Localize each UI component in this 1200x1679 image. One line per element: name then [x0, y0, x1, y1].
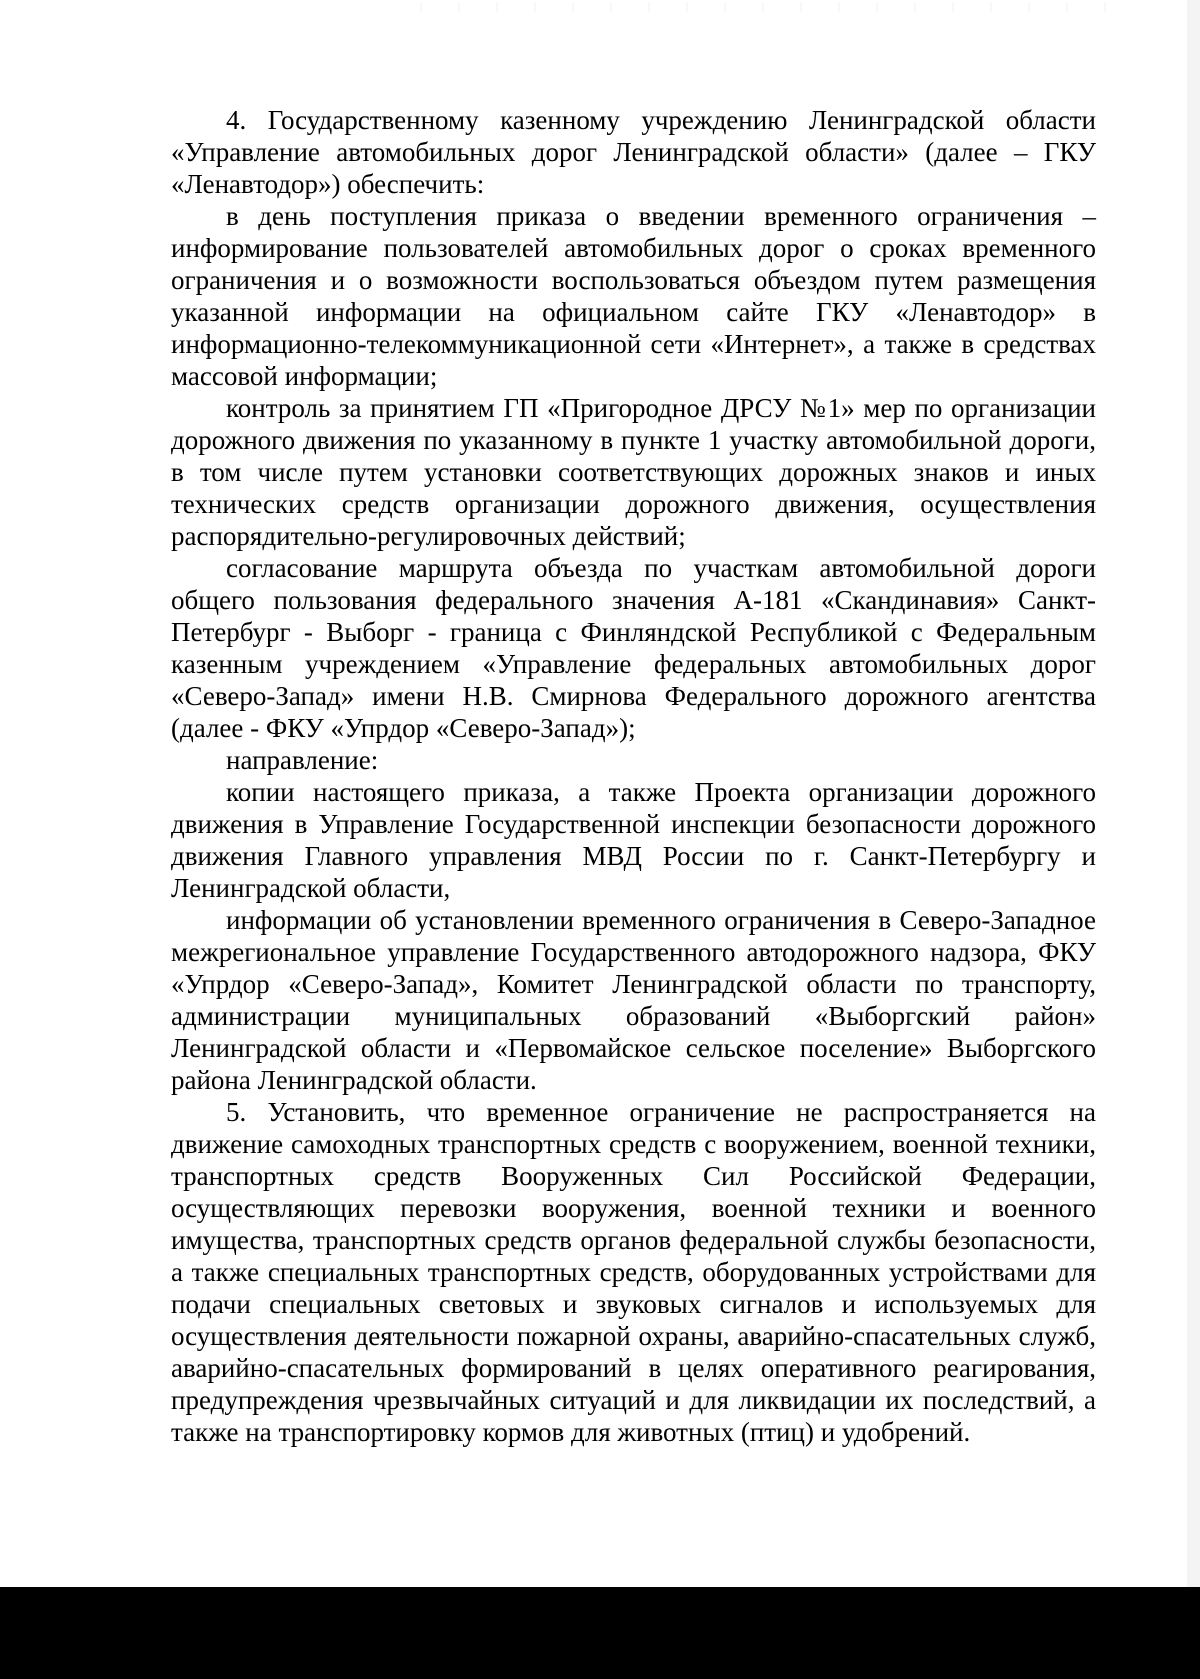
paragraph-route-agreement: согласование маршрута объезда по участкам автомобильной дороги общего пользования федерального значения А-181 «Скандинавия» Санкт-Петербург - Выборг - граница с Финляндской Республикой с Федеральным казенным учреждением «Управление федеральных автомобильных дорог «Северо-Запад» имени Н.В. Смирнова Федерального дорожного агентства (далее - ФКУ «Упрдор «Северо-Запад»);	[171, 553, 1096, 743]
paragraph-control: контроль за принятием ГП «Пригородное ДРСУ №1» мер по организации дорожного движения по указанному в пункте 1 участку автомобильной дороги, в том числе путем установки соответствующих дорожных знаков и иных технических средств организации дорожного движения, осуществления распорядительно-регулировочных действий;	[171, 393, 1096, 551]
paragraph-notification: информации об установлении временного ограничения в Северо-Западное межрегиональное управление Государственного автодорожного надзора, ФКУ «Упрдор «Северо-Запад», Комитет Ленинградской области по транспорту, администрации муниципальных образований «Выборгский район» Ленинградской области и «Первомайское сельское поселение» Выборгского района Ленинградской области.	[171, 905, 1096, 1095]
paragraph-5: 5. Установить, что временное ограничение не распространяется на движение самоходных транспортных средств с вооружением, военной техники, транспортных средств Вооруженных Сил Российской Федерации, осуществляющих перевозки вооружения, военной техники и военного имущества, транспортных средств органов федеральной службы безопасности, а также специальных транспортных средств, оборудованных устройствами для подачи специальных световых и звуковых сигналов и используемых для осуществления деятельности пожарной охраны, аварийно-спасательных служб, аварийно-спасательных формирований в целях оперативного реагирования, предупреждения чрезвычайных ситуаций и для ликвидации их последствий, а также на транспортировку кормов для животных (птиц) и удобрений.	[171, 1097, 1096, 1447]
scan-right-edge	[1187, 0, 1200, 1679]
document-body	[171, 104, 1096, 1448]
scan-bottom-bar	[0, 1587, 1200, 1679]
paragraph-copies: копии настоящего приказа, а также Проекта организации дорожного движения в Управление Государственной инспекции безопасности дорожного движения Главного управления МВД России по г. Санкт-Петербургу и Ленинградской области,	[171, 777, 1096, 903]
scan-noise	[420, 2, 1120, 12]
paragraph-4: 4. Государственному казенному учреждению Ленинградской области «Управление автомобильных дорог Ленинградской области» (далее – ГКУ «Ленавтодор») обеспечить:	[171, 105, 1096, 199]
paragraph-inform-users: в день поступления приказа о введении временного ограничения – информирование пользователей автомобильных дорог о сроках временного ограничения и о возможности воспользоваться объездом путем размещения указанной информации на официальном сайте ГКУ «Ленавтодор» в информационно-телекоммуникационной сети «Интернет», а также в средствах массовой информации;	[171, 201, 1096, 391]
paragraph-direction-heading: направление:	[226, 745, 379, 775]
